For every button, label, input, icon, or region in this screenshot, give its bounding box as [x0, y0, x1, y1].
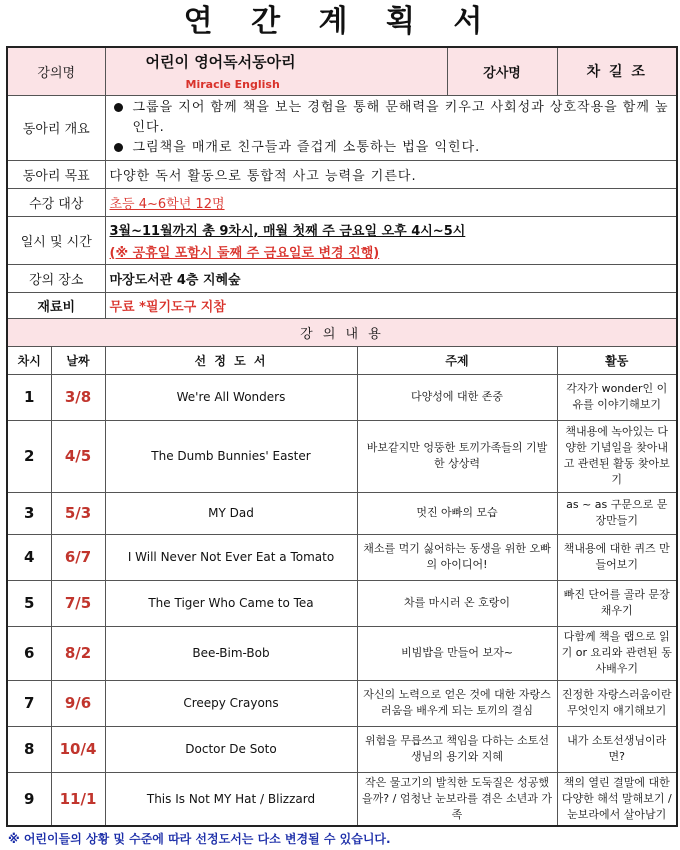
footnote: ※ 어린이들의 상황 및 수준에 따라 선정도서는 다소 변경될 수 있습니다.	[8, 832, 391, 846]
session-theme: 차를 마시러 온 호랑이	[357, 580, 557, 626]
session-book: Doctor De Soto	[105, 726, 357, 772]
session-no: 9	[7, 772, 51, 826]
schedule-label: 일시 및 시간	[7, 216, 105, 264]
session-date: 7/5	[51, 580, 105, 626]
session-book: The Tiger Who Came to Tea	[105, 580, 357, 626]
col-activity: 활동	[557, 346, 677, 374]
column-header-row	[7, 346, 677, 374]
fee-row	[7, 292, 677, 318]
schedule-line-2: (※ 공휴일 포함시 둘째 주 금요일로 변경 진행)	[109, 245, 380, 261]
session-no: 8	[7, 726, 51, 772]
table-row	[7, 374, 677, 420]
col-book: 선 정 도 서	[105, 346, 357, 374]
header-row	[7, 47, 677, 95]
session-book: MY Dad	[105, 492, 357, 534]
place-label: 강의 장소	[7, 264, 105, 292]
session-theme: 위험을 무릅쓰고 책임을 다하는 소토선생님의 용기와 지혜	[357, 726, 557, 772]
col-date: 날짜	[51, 346, 105, 374]
session-book: The Dumb Bunnies' Easter	[105, 420, 357, 492]
target-label: 수강 대상	[7, 188, 105, 216]
table-row	[7, 492, 677, 534]
overview-row	[7, 95, 677, 160]
session-book: I Will Never Not Ever Eat a Tomato	[105, 534, 357, 580]
session-no: 1	[7, 374, 51, 420]
goal-row	[7, 160, 677, 188]
instructor-label: 강사명	[447, 47, 557, 95]
session-no: 3	[7, 492, 51, 534]
table-row	[7, 420, 677, 492]
bullet-icon	[114, 103, 123, 112]
overview-text-1: 그룹을 지어 함께 책을 보는 경험을 통해 문해력을 키우고 사회성과 상호작용을 함께 높인다.	[132, 99, 669, 135]
session-activity: 내가 소토선생님이라면?	[557, 726, 677, 772]
session-no: 6	[7, 626, 51, 680]
session-date: 8/2	[51, 626, 105, 680]
session-no: 2	[7, 420, 51, 492]
course-cell	[105, 47, 447, 95]
session-theme: 채소를 먹기 싫어하는 동생을 위한 오빠의 아이디어!	[357, 534, 557, 580]
session-activity: 빠진 단어를 골라 문장채우기	[557, 580, 677, 626]
session-date: 4/5	[51, 420, 105, 492]
table-row	[7, 534, 677, 580]
place-text: 마장도서관 4층 지혜숲	[105, 264, 677, 292]
session-no: 7	[7, 680, 51, 726]
session-date: 11/1	[51, 772, 105, 826]
session-no: 4	[7, 534, 51, 580]
session-activity: as ~ as 구문으로 문장만들기	[557, 492, 677, 534]
session-activity: 책내용에 녹아있는 다양한 기념일을 찾아내고 관련된 활동 찾아보기	[557, 420, 677, 492]
target-text: 초등 4~6학년 12명	[105, 188, 677, 216]
overview-label: 동아리 개요	[7, 95, 105, 160]
session-theme: 비빔밥을 만들어 보자~	[357, 626, 557, 680]
schedule-line-1: 3월~11월까지 총 9차시, 매월 첫째 주 금요일 오후 4시~5시	[109, 223, 466, 239]
session-activity: 책의 열린 결말에 대한 다양한 해석 말해보기 /눈보라에서 살아남기	[557, 772, 677, 826]
place-row	[7, 264, 677, 292]
overview-text-2: 그림책을 매개로 친구들과 즐겁게 소통하는 법을 익힌다.	[132, 139, 481, 155]
session-theme: 작은 물고기의 발칙한 도둑질은 성공했을까? / 엄청난 눈보라를 겪은 소년과 가족	[357, 772, 557, 826]
session-theme: 바보같지만 엉뚱한 토끼가족들의 기발한 상상력	[357, 420, 557, 492]
session-date: 5/3	[51, 492, 105, 534]
session-book: We're All Wonders	[105, 374, 357, 420]
instructor-name: 차 길 조	[557, 47, 677, 95]
session-book: Bee-Bim-Bob	[105, 626, 357, 680]
overview-bullet-2	[112, 138, 671, 158]
table-row	[7, 680, 677, 726]
session-theme: 자신의 노력으로 얻은 것에 대한 자랑스러움을 배우게 되는 토끼의 결심	[357, 680, 557, 726]
session-activity: 각자가 wonder인 이유를 이야기해보기	[557, 374, 677, 420]
goal-label: 동아리 목표	[7, 160, 105, 188]
session-activity: 다함께 책을 랩으로 읽기 or 요리와 관련된 동사배우기	[557, 626, 677, 680]
session-date: 9/6	[51, 680, 105, 726]
session-book: Creepy Crayons	[105, 680, 357, 726]
session-book: This Is Not MY Hat / Blizzard	[105, 772, 357, 826]
page-title: 연 간 계 획 서	[183, 4, 497, 39]
session-theme: 멋진 아빠의 모습	[357, 492, 557, 534]
session-activity: 진정한 자랑스러움이란 무엇인지 얘기해보기	[557, 680, 677, 726]
course-name: 어린이 영어독서동아리	[145, 53, 296, 72]
schedule-cell	[105, 216, 677, 264]
session-activity: 책내용에 대한 퀴즈 만들어보기	[557, 534, 677, 580]
schedule-row	[7, 216, 677, 264]
table-row	[7, 580, 677, 626]
session-date: 3/8	[51, 374, 105, 420]
table-row	[7, 726, 677, 772]
content-heading-row	[7, 318, 677, 346]
bullet-icon	[114, 143, 123, 152]
fee-label: 재료비	[7, 292, 105, 318]
session-date: 6/7	[51, 534, 105, 580]
plan-table	[6, 46, 678, 827]
course-label: 강의명	[7, 47, 105, 95]
session-no: 5	[7, 580, 51, 626]
course-sub: Miracle English	[185, 78, 280, 92]
fee-text: 무료 *필기도구 지참	[105, 292, 677, 318]
overview-bullet-1	[112, 98, 671, 138]
col-session: 차시	[7, 346, 51, 374]
col-theme: 주제	[357, 346, 557, 374]
session-date: 10/4	[51, 726, 105, 772]
content-heading: 강 의 내 용	[7, 318, 677, 346]
overview-cell	[105, 95, 677, 160]
table-row	[7, 626, 677, 680]
table-row	[7, 772, 677, 826]
goal-text: 다양한 독서 활동으로 통합적 사고 능력을 기른다.	[105, 160, 677, 188]
target-row	[7, 188, 677, 216]
session-theme: 다양성에 대한 존중	[357, 374, 557, 420]
